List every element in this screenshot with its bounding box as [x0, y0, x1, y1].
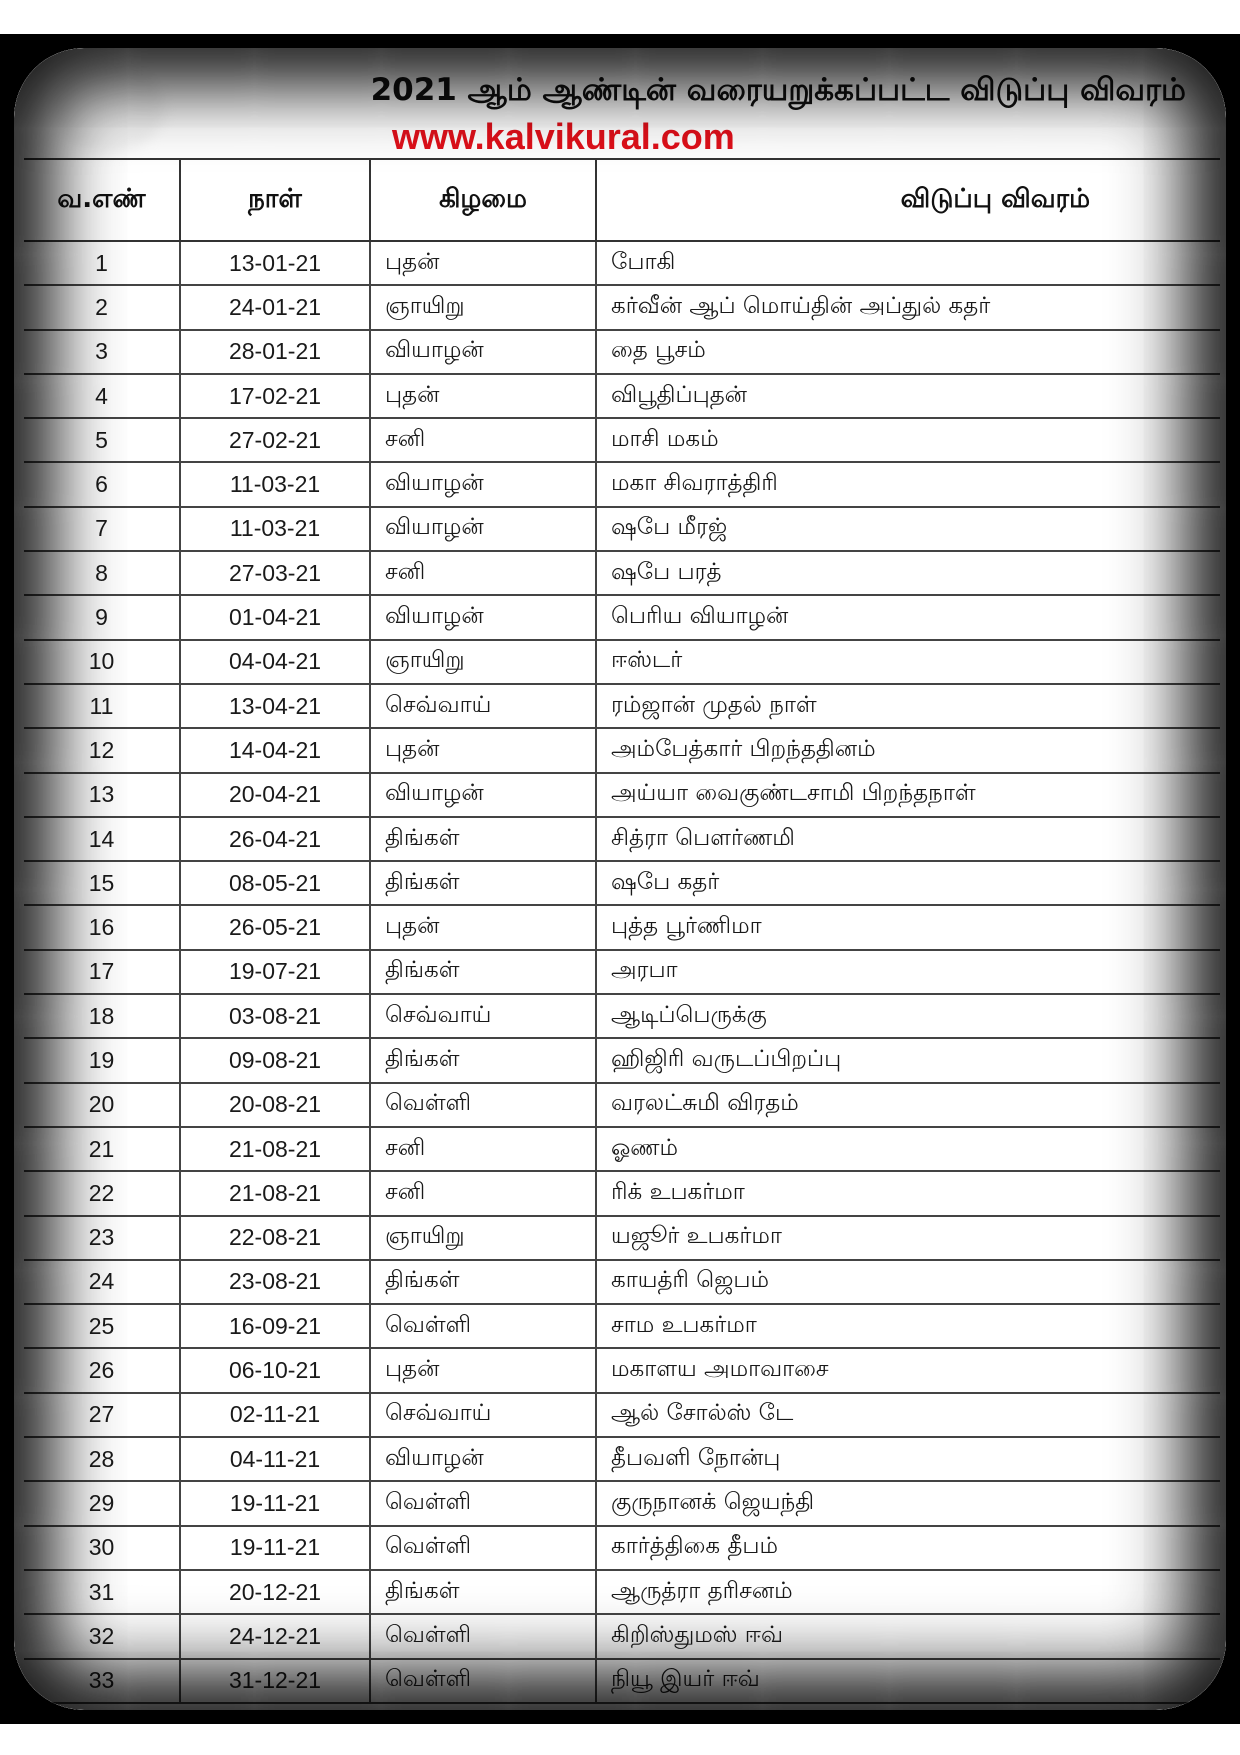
row-serial: 31 — [24, 1570, 180, 1614]
row-date: 19-07-21 — [180, 950, 370, 994]
row-day: வியாழன் — [370, 773, 596, 817]
row-date: 26-04-21 — [180, 817, 370, 861]
row-date: 17-02-21 — [180, 374, 370, 418]
row-day: திங்கள் — [370, 1570, 596, 1614]
row-day: திங்கள் — [370, 817, 596, 861]
table-row — [24, 1526, 1220, 1570]
row-day: திங்கள் — [370, 1038, 596, 1082]
row-serial: 5 — [24, 418, 180, 462]
row-date: 01-04-21 — [180, 595, 370, 639]
row-day: வெள்ளி — [370, 1659, 596, 1703]
row-date: 13-01-21 — [180, 241, 370, 285]
table-row — [24, 1437, 1220, 1481]
row-serial: 2 — [24, 285, 180, 329]
row-day: வெள்ளி — [370, 1526, 596, 1570]
table-row — [24, 994, 1220, 1038]
row-day: ஞாயிறு — [370, 285, 596, 329]
row-day: திங்கள் — [370, 861, 596, 905]
row-day: சனி — [370, 418, 596, 462]
row-serial: 7 — [24, 507, 180, 551]
table-row — [24, 1393, 1220, 1437]
table-row — [24, 1481, 1220, 1525]
row-serial: 15 — [24, 861, 180, 905]
row-date: 20-04-21 — [180, 773, 370, 817]
table-row — [24, 1304, 1220, 1348]
row-serial: 14 — [24, 817, 180, 861]
row-date: 23-08-21 — [180, 1260, 370, 1304]
row-date: 03-08-21 — [180, 994, 370, 1038]
row-serial: 30 — [24, 1526, 180, 1570]
row-detail: மகா சிவராத்திரி — [596, 462, 1220, 506]
row-serial: 10 — [24, 640, 180, 684]
row-detail: அம்பேத்கார் பிறந்ததினம் — [596, 728, 1220, 772]
row-day: புதன் — [370, 374, 596, 418]
table-row — [24, 1216, 1220, 1260]
row-day: ஞாயிறு — [370, 1216, 596, 1260]
table-row — [24, 1171, 1220, 1215]
row-day: திங்கள் — [370, 950, 596, 994]
row-serial: 19 — [24, 1038, 180, 1082]
row-serial: 11 — [24, 684, 180, 728]
holiday-table — [24, 158, 1220, 1704]
row-date: 22-08-21 — [180, 1216, 370, 1260]
row-date: 02-11-21 — [180, 1393, 370, 1437]
row-detail: ரம்ஜான் முதல் நாள் — [596, 684, 1220, 728]
row-serial: 22 — [24, 1171, 180, 1215]
row-detail: ஆருத்ரா தரிசனம் — [596, 1570, 1220, 1614]
table-row — [24, 595, 1220, 639]
row-date: 09-08-21 — [180, 1038, 370, 1082]
row-detail: ஓணம் — [596, 1127, 1220, 1171]
row-date: 16-09-21 — [180, 1304, 370, 1348]
table-row — [24, 950, 1220, 994]
row-date: 31-12-21 — [180, 1659, 370, 1703]
website-watermark: www.kalvikural.com — [392, 116, 735, 157]
row-day: புதன் — [370, 241, 596, 285]
table-row — [24, 330, 1220, 374]
row-day: செவ்வாய் — [370, 684, 596, 728]
row-serial: 8 — [24, 551, 180, 595]
row-detail: ஈஸ்டர் — [596, 640, 1220, 684]
table-row — [24, 418, 1220, 462]
row-day: சனி — [370, 1171, 596, 1215]
table-row — [24, 285, 1220, 329]
row-day: புதன் — [370, 728, 596, 772]
column-header-date: நாள் — [180, 159, 370, 241]
row-date: 26-05-21 — [180, 905, 370, 949]
row-date: 13-04-21 — [180, 684, 370, 728]
row-detail: ஆல் சோல்ஸ் டே — [596, 1393, 1220, 1437]
row-serial: 9 — [24, 595, 180, 639]
table-row — [24, 728, 1220, 772]
row-date: 21-08-21 — [180, 1127, 370, 1171]
table-row — [24, 1570, 1220, 1614]
table-row — [24, 684, 1220, 728]
table-row — [24, 1348, 1220, 1392]
row-serial: 24 — [24, 1260, 180, 1304]
row-day: வெள்ளி — [370, 1614, 596, 1658]
row-day: வியாழன் — [370, 507, 596, 551]
row-detail: சாம உபகர்மா — [596, 1304, 1220, 1348]
row-detail: பெரிய வியாழன் — [596, 595, 1220, 639]
table-row — [24, 374, 1220, 418]
row-date: 06-10-21 — [180, 1348, 370, 1392]
row-date: 21-08-21 — [180, 1171, 370, 1215]
row-serial: 13 — [24, 773, 180, 817]
row-detail: விபூதிப்புதன் — [596, 374, 1220, 418]
table-row — [24, 1038, 1220, 1082]
row-date: 27-02-21 — [180, 418, 370, 462]
row-serial: 4 — [24, 374, 180, 418]
row-detail: போகி — [596, 241, 1220, 285]
table-row — [24, 1083, 1220, 1127]
table-row — [24, 1127, 1220, 1171]
row-detail: புத்த பூர்ணிமா — [596, 905, 1220, 949]
row-detail: காயத்ரி ஜெபம் — [596, 1260, 1220, 1304]
row-serial: 18 — [24, 994, 180, 1038]
row-date: 11-03-21 — [180, 462, 370, 506]
row-day: திங்கள் — [370, 1260, 596, 1304]
row-serial: 27 — [24, 1393, 180, 1437]
row-date: 04-11-21 — [180, 1437, 370, 1481]
row-date: 20-12-21 — [180, 1570, 370, 1614]
document-title: 2021 ஆம் ஆண்டின் வரையறுக்கப்பட்ட விடுப்பு விவரம் — [370, 72, 1186, 108]
row-serial: 12 — [24, 728, 180, 772]
row-day: சனி — [370, 1127, 596, 1171]
row-detail: கார்த்திகை தீபம் — [596, 1526, 1220, 1570]
row-detail: சித்ரா பௌர்ணமி — [596, 817, 1220, 861]
row-date: 24-01-21 — [180, 285, 370, 329]
row-date: 28-01-21 — [180, 330, 370, 374]
row-serial: 23 — [24, 1216, 180, 1260]
table-header-row — [24, 159, 1220, 241]
row-serial: 28 — [24, 1437, 180, 1481]
row-detail: அரபா — [596, 950, 1220, 994]
table-row — [24, 241, 1220, 285]
row-date: 27-03-21 — [180, 551, 370, 595]
row-detail: கிறிஸ்துமஸ் ஈவ் — [596, 1614, 1220, 1658]
column-header-day: கிழமை — [370, 159, 596, 241]
row-serial: 3 — [24, 330, 180, 374]
row-serial: 6 — [24, 462, 180, 506]
row-serial: 20 — [24, 1083, 180, 1127]
row-day: வியாழன் — [370, 462, 596, 506]
row-day: வெள்ளி — [370, 1481, 596, 1525]
row-day: சனி — [370, 551, 596, 595]
table-row — [24, 1659, 1220, 1703]
row-serial: 16 — [24, 905, 180, 949]
table-row — [24, 1260, 1220, 1304]
row-detail: ஷபே கதர் — [596, 861, 1220, 905]
row-date: 04-04-21 — [180, 640, 370, 684]
row-detail: மகாளய அமாவாசை — [596, 1348, 1220, 1392]
row-day: செவ்வாய் — [370, 1393, 596, 1437]
row-serial: 1 — [24, 241, 180, 285]
row-date: 08-05-21 — [180, 861, 370, 905]
row-serial: 21 — [24, 1127, 180, 1171]
row-serial: 25 — [24, 1304, 180, 1348]
row-day: வெள்ளி — [370, 1304, 596, 1348]
table-row — [24, 640, 1220, 684]
row-serial: 26 — [24, 1348, 180, 1392]
row-serial: 29 — [24, 1481, 180, 1525]
row-serial: 32 — [24, 1614, 180, 1658]
row-date: 14-04-21 — [180, 728, 370, 772]
row-serial: 17 — [24, 950, 180, 994]
table-row — [24, 551, 1220, 595]
row-date: 19-11-21 — [180, 1526, 370, 1570]
row-detail: ஆடிப்பெருக்கு — [596, 994, 1220, 1038]
row-detail: வரலட்சுமி விரதம் — [596, 1083, 1220, 1127]
row-detail: மாசி மகம் — [596, 418, 1220, 462]
row-date: 11-03-21 — [180, 507, 370, 551]
table-row — [24, 1614, 1220, 1658]
row-date: 20-08-21 — [180, 1083, 370, 1127]
row-detail: நியூ இயர் ஈவ் — [596, 1659, 1220, 1703]
row-detail: ரிக் உபகர்மா — [596, 1171, 1220, 1215]
row-day: செவ்வாய் — [370, 994, 596, 1038]
row-detail: ஹிஜிரி வருடப்பிறப்பு — [596, 1038, 1220, 1082]
row-detail: ஷபே மீரஜ் — [596, 507, 1220, 551]
row-day: வியாழன் — [370, 1437, 596, 1481]
table-body — [24, 241, 1220, 1703]
row-date: 19-11-21 — [180, 1481, 370, 1525]
table-row — [24, 507, 1220, 551]
row-detail: ஷபே பரத் — [596, 551, 1220, 595]
table-row — [24, 462, 1220, 506]
table-row — [24, 861, 1220, 905]
row-detail: கர்வீன் ஆப் மொய்தின் அப்துல் கதர் — [596, 285, 1220, 329]
row-day: ஞாயிறு — [370, 640, 596, 684]
table-row — [24, 817, 1220, 861]
row-detail: அய்யா வைகுண்டசாமி பிறந்தநாள் — [596, 773, 1220, 817]
row-day: வியாழன் — [370, 330, 596, 374]
row-day: வெள்ளி — [370, 1083, 596, 1127]
row-serial: 33 — [24, 1659, 180, 1703]
row-detail: தீபவளி நோன்பு — [596, 1437, 1220, 1481]
row-day: புதன் — [370, 1348, 596, 1392]
row-detail: யஜூர் உபகர்மா — [596, 1216, 1220, 1260]
column-header-serial: வ.எண் — [24, 159, 180, 241]
document-sheet — [14, 48, 1226, 1710]
row-day: புதன் — [370, 905, 596, 949]
row-day: வியாழன் — [370, 595, 596, 639]
table-row — [24, 905, 1220, 949]
photo-frame — [0, 34, 1240, 1724]
row-date: 24-12-21 — [180, 1614, 370, 1658]
row-detail: குருநானக் ஜெயந்தி — [596, 1481, 1220, 1525]
column-header-detail: விடுப்பு விவரம் — [596, 159, 1220, 241]
table-row — [24, 773, 1220, 817]
row-detail: தை பூசம் — [596, 330, 1220, 374]
